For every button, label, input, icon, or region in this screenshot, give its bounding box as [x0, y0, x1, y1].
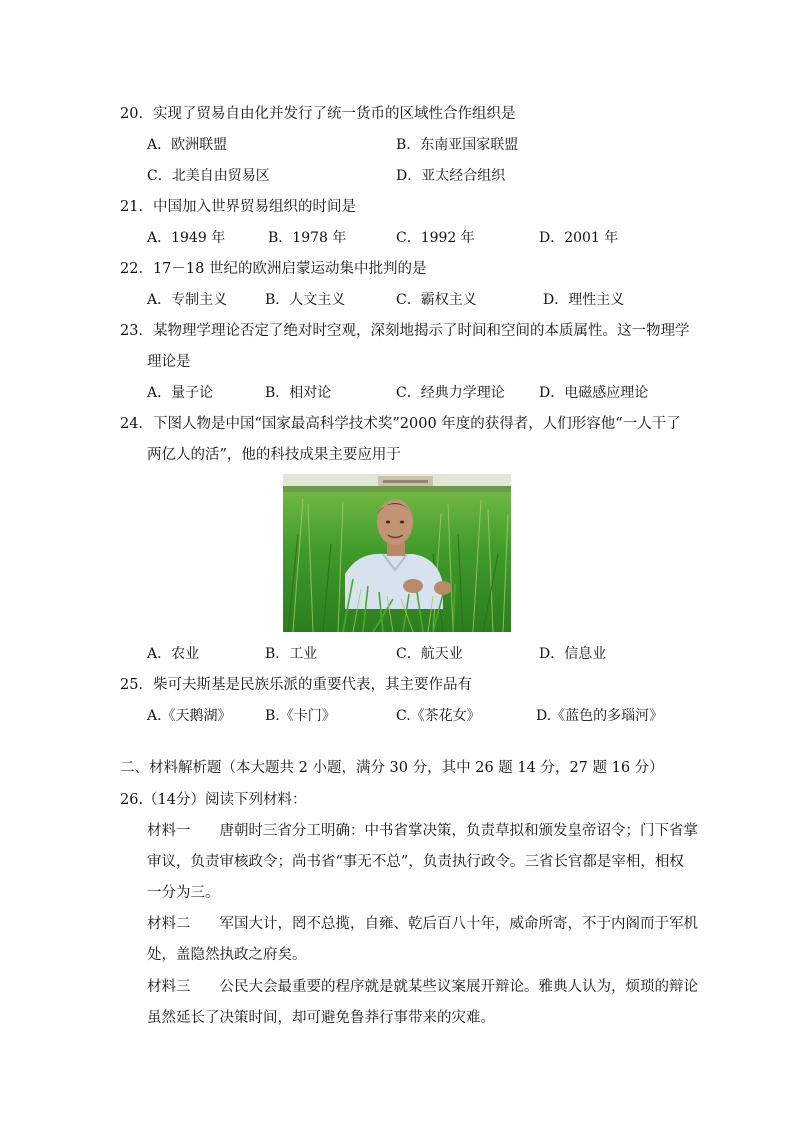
- q25-option-c: C.《茶花女》: [396, 708, 481, 724]
- q24-option-b: B．工业: [265, 646, 318, 662]
- q26-stem: 26.（14分）阅读下列材料：: [120, 792, 307, 808]
- q23-stem-line2: 理论是: [147, 354, 191, 370]
- q21-option-c: C．1992 年: [396, 230, 475, 246]
- q21-option-b: B．1978 年: [268, 230, 347, 246]
- q23-option-b: B．相对论: [265, 385, 332, 401]
- q21-option-d: D．2001 年: [539, 230, 619, 246]
- rice-field-photo: [283, 474, 511, 632]
- q25-option-a: A.《天鹅湖》: [147, 708, 232, 724]
- q25-stem: 25．柴可夫斯基是民族乐派的重要代表，其主要作品有: [120, 677, 472, 693]
- q23-option-c: C．经典力学理论: [396, 385, 505, 401]
- q20-option-b: B．东南亚国家联盟: [396, 137, 519, 153]
- q26-material1-line3: 一分为三。: [147, 885, 220, 901]
- q26-material2-line1: 材料二 军国大计，罔不总揽，自雍、乾后百八十年，威命所寄，不于内阁而于军机: [147, 916, 698, 932]
- q26-material3-line1: 材料三 公民大会最重要的程序就是就某些议案展开辩论。雅典人认为，烦琐的辩论: [147, 979, 698, 995]
- q22-option-d: D．理性主义: [543, 292, 625, 308]
- q24-option-d: D．信息业: [539, 646, 607, 662]
- q26-material3-line2: 虽然延长了决策时间，却可避免鲁莽行事带来的灾难。: [147, 1010, 495, 1026]
- q26-material1-line1: 材料一 唐朝时三省分工明确：中书省掌决策，负责草拟和颁发皇帝诏令；门下省掌: [147, 823, 698, 839]
- q24-option-c: C．航天业: [396, 646, 463, 662]
- q26-material2-line2: 处，盖隐然执政之府矣。: [147, 947, 307, 963]
- q22-option-a: A．专制主义: [147, 292, 228, 308]
- q20-stem: 20．实现了贸易自由化并发行了统一货币的区域性合作组织是: [120, 106, 516, 122]
- q24-option-a: A．农业: [147, 646, 200, 662]
- q22-option-c: C．霸权主义: [396, 292, 477, 308]
- q20-option-c: C．北美自由贸易区: [147, 168, 270, 184]
- section2-heading: 二、材料解析题（本大题共 2 小题，满分 30 分，其中 26 题 14 分，27 题 16 分）: [120, 760, 664, 776]
- q21-option-a: A．1949 年: [147, 230, 226, 246]
- q23-option-d: D．电磁感应理论: [539, 385, 649, 401]
- q20-option-a: A．欧洲联盟: [147, 137, 228, 153]
- q20-option-d: D．亚太经合组织: [396, 168, 506, 184]
- q22-option-b: B．人文主义: [265, 292, 346, 308]
- q22-stem: 22．17－18 世纪的欧洲启蒙运动集中批判的是: [120, 261, 427, 277]
- q24-stem-line2: 两亿人的活”，他的科技成果主要应用于: [147, 447, 401, 463]
- q23-option-a: A．量子论: [147, 385, 214, 401]
- q26-material1-line2: 审议，负责审核政令；尚书省“事无不总”，负责执行政令。三省长官都是宰相，相权: [147, 854, 684, 870]
- q23-stem-line1: 23．某物理学理论否定了绝对时空观，深刻地揭示了时间和空间的本质属性。这一物理学: [120, 323, 690, 339]
- q25-option-b: B.《卡门》: [265, 708, 336, 724]
- q21-stem: 21．中国加入世界贸易组织的时间是: [120, 199, 356, 215]
- q24-stem-line1: 24．下图人物是中国“国家最高科学技术奖”2000 年度的获得者，人们形容他“一人干了: [120, 416, 681, 432]
- q25-option-d: D.《蓝色的多瑙河》: [536, 708, 664, 724]
